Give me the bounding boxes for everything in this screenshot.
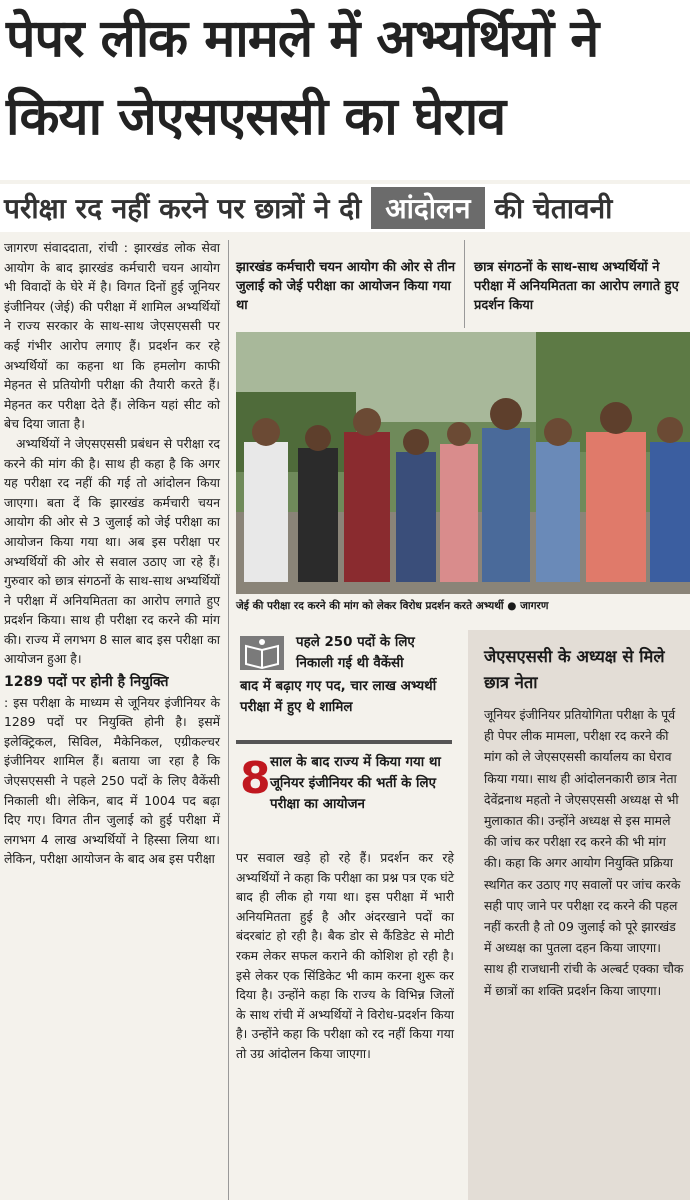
subheadline-post: की चेतावनी — [494, 192, 613, 225]
protest-photo — [236, 332, 690, 594]
article-paragraph: जागरण संवाददाता, रांची : झारखंड लोक सेवा आयोग के बाद झारखंड कर्मचारी चयन आयोग भी विवादों के घेरे में है। विगत दिनों हुई जूनियर इंजीनियर (जेई) की परीक्षा में शामिल अभ्यर्थियों ने राज्य सरकार के साथ-साथ जेएसएससी पर कई गंभीर आरोप लगाए हैं। प्रदर्शन कर रहे अभ्यर्थियों का कहना था कि हमलोग काफी मेहनत से प्रतियोगी परीक्षा की तैयारी करते हैं। मेहनत कर परीक्षा देते हैं। लेकिन यहां सीट को बेच दिया जाता है। — [4, 240, 220, 432]
book-icon — [240, 636, 284, 670]
article-paragraph: : इस परीक्षा के माध्यम से जूनियर इंजीनियर के 1289 पदों पर नियुक्ति होनी है। इसमें इलेक्ट्रिकल, सिविल, मैकेनिकल, एग्रीकल्चर इंजीनियर शामिल हैं। बताया जा रहा है कि जेएसएससी ने पहले 250 पदों के लिए वैकेंसी निकाली थी। लेकिन, बाद में 1004 पद बढ़ा दिए गए। विगत तीन जुलाई को हुई परीक्षा में लगभग 4 लाख अभ्यर्थियों ने हिस्सा लिया था। लेकिन, परीक्षा आयोजन के बाद अब इस परीक्षा — [4, 694, 220, 867]
infobox-vacancy-line-1: पहले 250 पदों के लिए निकाली गई थी वैकेंसी — [296, 635, 415, 671]
subheadline-highlight: आंदोलन — [371, 187, 484, 229]
photo-caption-left: झारखंड कर्मचारी चयन आयोग की ओर से तीन जुलाई को जेई परीक्षा का आयोजन किया गया था — [236, 260, 456, 313]
subheadline — [0, 184, 690, 232]
infobox-vacancy-line-2: बाद में बढ़ाए गए पद, चार लाख अभ्यर्थी परीक्षा में हुए थे शामिल — [240, 679, 437, 715]
protest-photo-illustration — [236, 332, 690, 594]
headline — [0, 0, 690, 180]
caption-divider — [464, 240, 465, 328]
sidebar-title: जेएसएससी के अध्यक्ष से मिले छात्र नेता — [484, 647, 665, 692]
sidebar-box — [468, 630, 690, 1200]
article-paragraph: पर सवाल खड़े हो रहे हैं। प्रदर्शन कर रहे अभ्यर्थियों ने कहा कि परीक्षा का प्रश्न पत्र एक घंटे बाद ही लीक हो गया था। इस परीक्षा में भारी अनियमितता हुई है और अंदरखाने पदों का बंदरबांट हो रही है। बैक डोर से कैंडिडेट से मोटी रकम लेकर सफल कराने की कोशिश हो रही है। इसे लेकर एक सिंडिकेट भी काम करना शुरू कर दिया है। उन्होंने कहा कि राज्य के विभिन्न जिलों के साथ रांची में अभ्यर्थियों ने विरोध-प्रदर्शन किया है। उन्होंने कहा कि परीक्षा को रद नहीं किया गया तो उग्र आंदोलन किया जाएगा। — [236, 850, 454, 1061]
photo-credit-caption: जेई की परीक्षा रद करने की मांग को लेकर विरोध प्रदर्शन करते अभ्यर्थी ● जागरण — [236, 600, 549, 612]
infobox-number: 8 — [240, 753, 271, 804]
column-divider — [228, 240, 229, 1200]
article-column-2 — [236, 848, 454, 1064]
infobox-8-years — [236, 740, 452, 836]
headline-line-2: किया जेएसएससी का घेराव — [6, 87, 506, 147]
infobox-vacancy — [236, 630, 452, 726]
article-column-1 — [4, 238, 220, 869]
article-subheading: 1289 पदों पर होनी है नियुक्ति — [4, 674, 169, 691]
sidebar-body: जूनियर इंजीनियर प्रतियोगिता परीक्षा के पूर्व ही पेपर लीक मामला, परीक्षा रद करने की मांग को ले जेएसएससी कार्यालय का घेराव किया गया। साथ ही आंदोलनकारी छात्र नेता देवेंद्रनाथ महतो ने जेएसएससी अध्यक्ष से भी मुलाकात की। उन्होंने अध्यक्ष से इस मामले की जांच कर परीक्षा रद करने की भी मांग की। कहा कि अगर आयोग नियुक्ति प्रक्रिया स्थगित कर उठाए गए सवालों पर जांच करके सही पाए जाने पर परीक्षा रद करने की पहल नहीं करती है तो 09 जुलाई को पूरे झारखंड में अध्यक्ष का पुतला दहन किया जाएगा। साथ ही राजधानी रांची के अल्बर्ट एक्का चौक में छात्रों का शक्ति प्रदर्शन किया जाएगा। — [484, 707, 684, 998]
headline-line-1: पेपर लीक मामले में अभ्यर्थियों ने — [6, 9, 599, 69]
article-paragraph: अभ्यर्थियों ने जेएसएससी प्रबंधन से परीक्षा रद करने की मांग की है। साथ ही कहा है कि अगर यह परीक्षा रद नहीं की गई तो आंदोलन किया जाएगा। बता दें कि झारखंड कर्मचारी चयन आयोग की ओर से 3 जुलाई को जेई परीक्षा का आयोजन किया गया था। अब इस परीक्षा पर अभ्यर्थियों की ओर से सवाल उठाए जा रहे हैं। गुरुवार को छात्र संगठनों के साथ-साथ अभ्यर्थियों ने परीक्षा में अनियमितता का आरोप लगाते हुए प्रदर्शन किया। साथ ही परीक्षा रद करने की मांग की। राज्य में लगभग 8 साल बाद इस परीक्षा का आयोजन हुआ है। — [4, 435, 220, 667]
subheadline-pre: परीक्षा रद नहीं करने पर छात्रों ने दी — [4, 192, 362, 225]
photo-caption-right: छात्र संगठनों के साथ-साथ अभ्यर्थियों ने परीक्षा में अनियमितता का आरोप लगाते हुए प्रदर्शन किया — [474, 260, 679, 313]
infobox-text: साल के बाद राज्य में किया गया था जूनियर इंजीनियर की भर्ती के लिए परीक्षा का आयोजन — [270, 755, 441, 812]
